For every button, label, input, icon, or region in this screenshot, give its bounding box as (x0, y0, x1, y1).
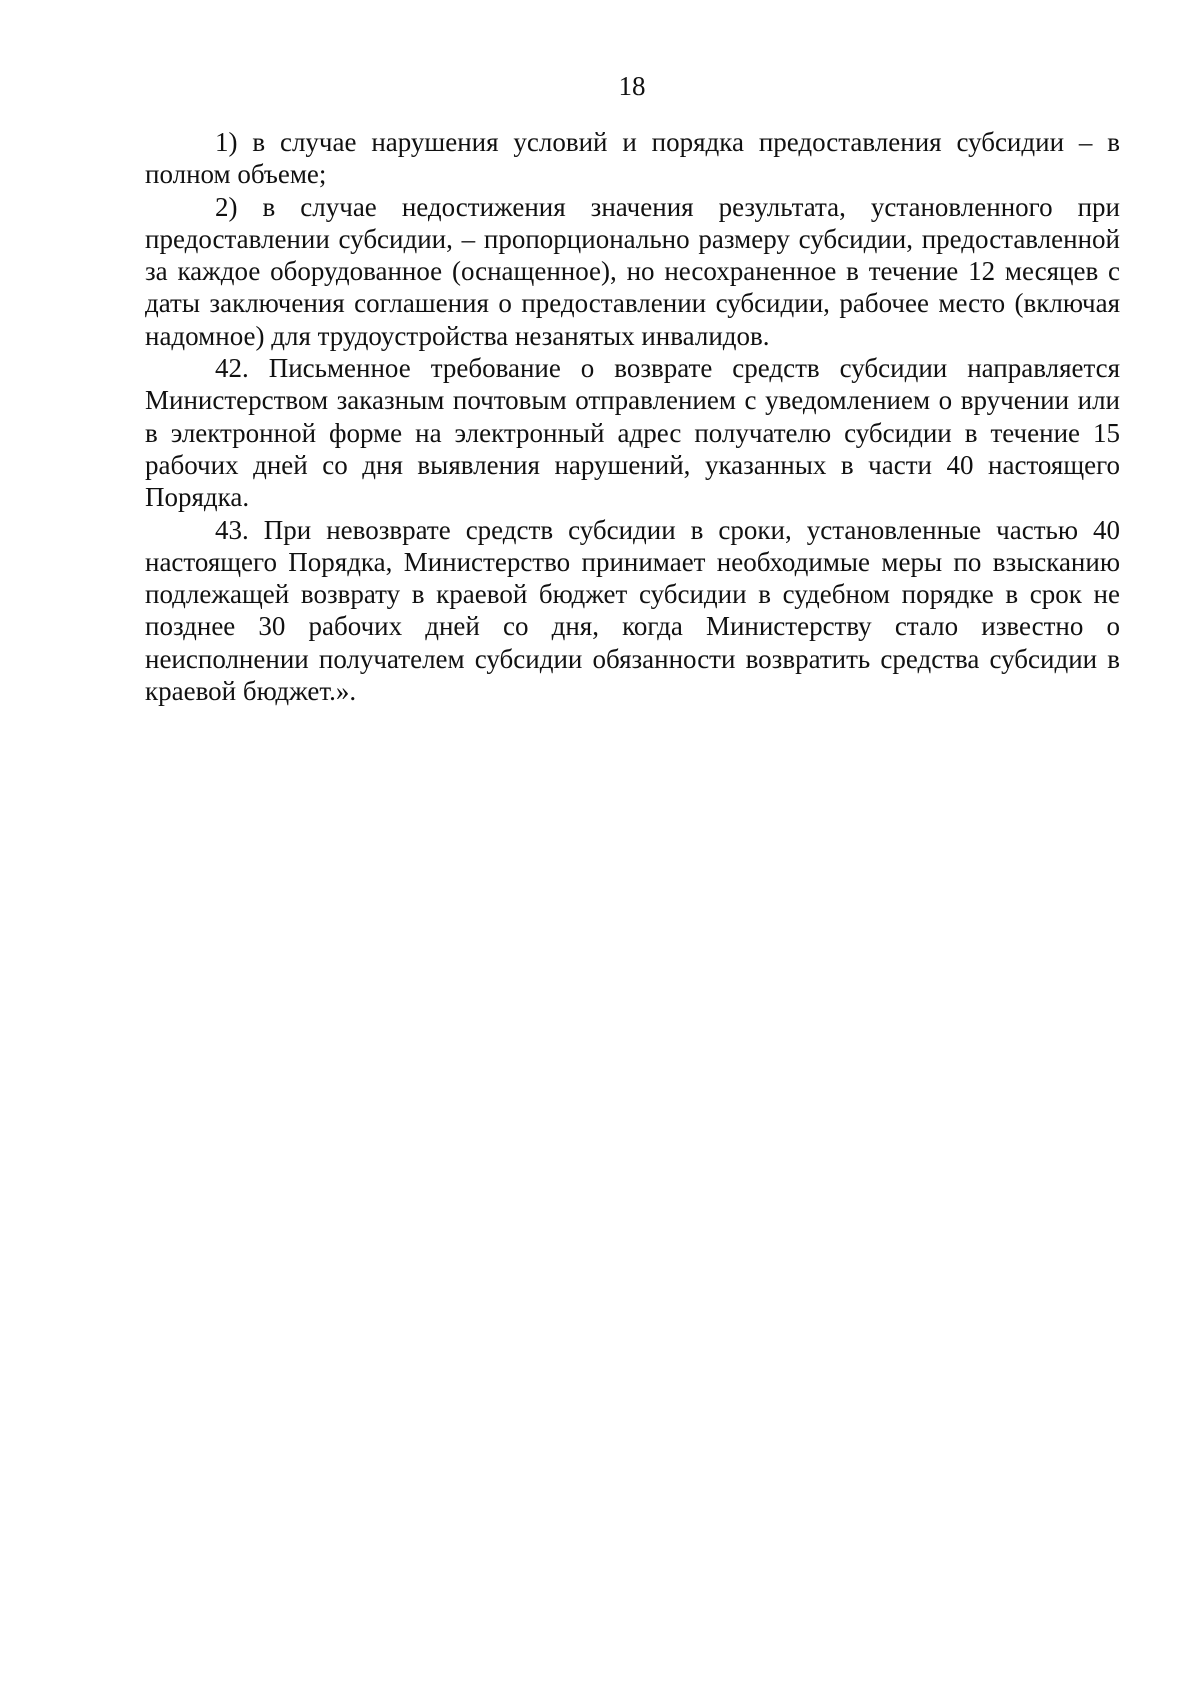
page-number: 18 (618, 71, 646, 101)
paragraph-section-42: 42. Письменное требование о возврате средств субсидии направляется Министерством заказным почтовым отправлением с уведомлением о вручении или в электронной форме на электронный адрес получателю субсидии в течение 15 рабочих дней со дня выявления нарушений, указанных в части 40 настоящего Порядка. (145, 353, 1120, 513)
paragraph-clause-1: 1) в случае нарушения условий и порядка предоставления субсидии – в полном объеме; (145, 127, 1120, 190)
document-body (145, 126, 1120, 707)
paragraph-clause-2: 2) в случае недостижения значения результата, установленного при предоставлении субсидии, – пропорционально размеру субсидии, предоставленной за каждое оборудованное (оснащенное), но несохраненное в течение 12 месяцев с даты заключения соглашения о предоставлении субсидии, рабочее место (включая надомное) для трудоустройства незанятых инвалидов. (145, 191, 1120, 351)
paragraph-section-43: 43. При невозврате средств субсидии в сроки, установленные частью 40 настоящего Порядка, Министерство принимает необходимые меры по взысканию подлежащей возврату в краевой бюджет субсидии в судебном порядке в срок не позднее 30 рабочих дней со дня, когда Министерству стало известно о неисполнении получателем субсидии обязанности возвратить средства субсидии в краевой бюджет.». (145, 514, 1120, 707)
